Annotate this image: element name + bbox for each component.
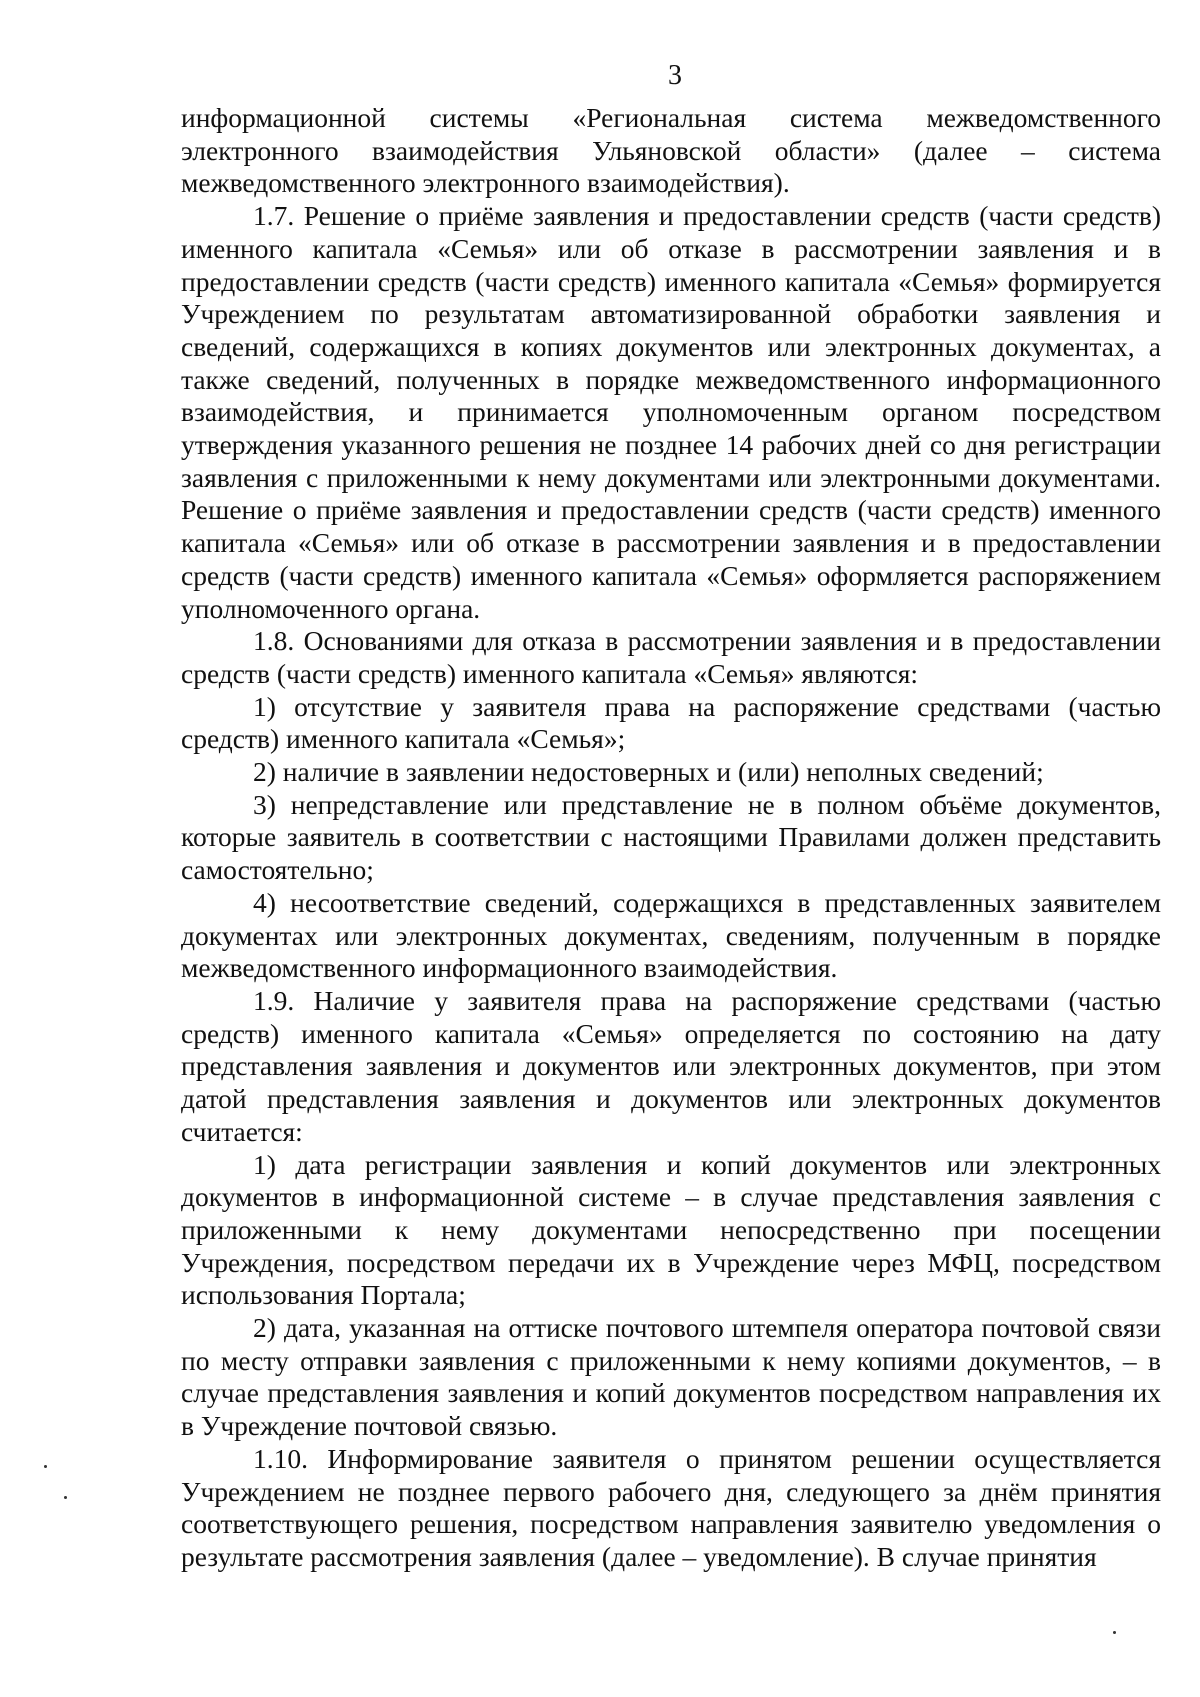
paragraph-1-10: 1.10. Информирование заявителя о принятом решении осуществляется Учреждением не позднее первого рабочего дня, следующего за днём принятия соответствующего решения, посредством направления заявителю уведомления о результате рассмотрения заявления (далее – уведомление). В случае принятия bbox=[181, 1442, 1161, 1572]
document-body bbox=[181, 102, 1161, 1574]
page-number: 3 bbox=[668, 60, 682, 91]
paragraph-1-9-item-1: 1) дата регистрации заявления и копий документов или электронных документов в информационной системе – в случае представления заявления с приложенными к нему документами непосредственно при посещении Учреждения, посредством передачи их в Учреждение через МФЦ, посредством использования Портала; bbox=[181, 1148, 1161, 1311]
paragraph-1-7: 1.7. Решение о приёме заявления и предоставлении средств (части средств) именного капитала «Семья» или об отказе в рассмотрении заявления и в предоставлении средств (части средств) именного капитала «Семья» формируется Учреждением по результатам автоматизированной обработки заявления и сведений, содержащихся в копиях документов или электронных документах, а также сведений, полученных в порядке межведомственного информационного взаимодействия, и принимается уполномоченным органом посредством утверждения указанного решения не позднее 14 рабочих дней со дня регистрации заявления с приложенными к нему документами или электронными документами. Решение о приёме заявления и предоставлении средств (части средств) именного капитала «Семья» или об отказе в рассмотрении заявления и в предоставлении средств (части средств) именного капитала «Семья» оформляется распоряжением уполномоченного органа. bbox=[181, 200, 1161, 624]
paragraph-1-9: 1.9. Наличие у заявителя права на распоряжение средствами (частью средств) именного капитала «Семья» определяется по состоянию на дату представления заявления и документов или электронных документов, при этом датой представления заявления и документов или электронных документов считается: bbox=[181, 984, 1161, 1147]
paragraph-1-8-item-1: 1) отсутствие у заявителя права на распоряжение средствами (частью средств) именного капитала «Семья»; bbox=[181, 690, 1161, 755]
paragraph-1-8-item-2: 2) наличие в заявлении недостоверных и (или) неполных сведений; bbox=[253, 756, 1044, 788]
scan-speck bbox=[64, 1496, 67, 1499]
scan-speck bbox=[44, 1465, 47, 1468]
paragraph-1-8-item-3: 3) непредставление или представление не в полном объёме документов, которые заявитель в соответствии с настоящими Правилами должен представить самостоятельно; bbox=[181, 788, 1161, 886]
paragraph-1-8: 1.8. Основаниями для отказа в рассмотрении заявления и в предоставлении средств (части средств) именного капитала «Семья» являются: bbox=[181, 625, 1161, 689]
paragraph-1-9-item-2: 2) дата, указанная на оттиске почтового штемпеля оператора почтовой связи по месту отправки заявления с приложенными к нему копиями документов, – в случае представления заявления и копий документов посредством направления их в Учреждение почтовой связью. bbox=[181, 1312, 1161, 1442]
scan-speck bbox=[1113, 1631, 1116, 1634]
paragraph-continuation-1-6: информационной системы «Региональная система межведомственного электронного взаимодействия Ульяновской области» (далее – система межведомственного электронного взаимодействия). bbox=[181, 102, 1161, 199]
paragraph-1-8-item-4: 4) несоответствие сведений, содержащихся в представленных заявителем документах или электронных документах, сведениям, полученным в порядке межведомственного информационного взаимодействия. bbox=[181, 886, 1161, 984]
